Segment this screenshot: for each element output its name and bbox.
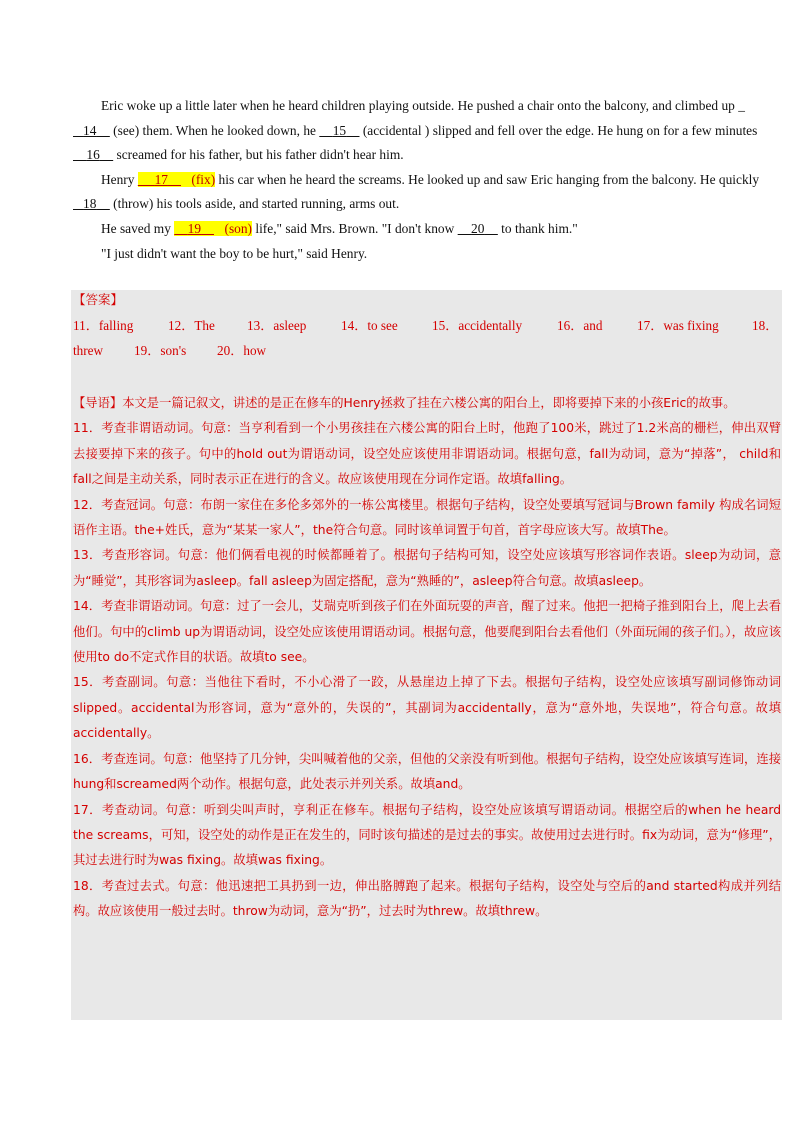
answer-item: 20．how: [217, 343, 267, 358]
explanation-section: [73, 391, 781, 925]
explanation-paragraph: 17．考查动词。句意：听到尖叫声时，亨利正在修车。根据句子结构，设空处应该填写谓语动词。根据空后的when he heard the screams，可知，设空处的动作是正在发生的，同时该句描述的是过去的事实。故使用过去进行时。fix为动词，意为“修理”，其过去进行时为was fixing。故填was fixing。: [73, 802, 781, 868]
blank-15: 15: [332, 122, 347, 138]
passage-paragraph: Eric woke up a little later when he heard children playing outside. He pushed a chair onto the balcony, and climbed up _ 14 (see) them. When he looked down, he 15 (accidental ) slipped and fell over the edge. He hung on for a few minutes 16 screamed for his father, but his father didn't hear him.: [73, 94, 781, 168]
answer-item: 14．to see: [341, 318, 398, 333]
hint-17: (fix): [181, 172, 215, 187]
explanation-paragraph: 18．考查过去式。句意：他迅速把工具扔到一边，伸出胳膊跑了起来。根据句子结构，设空处与空后的and started构成并列结构。故应该使用一般过去时。throw为动词，意为“扔”，过去时为threw。故填threw。: [73, 878, 781, 919]
answer-item: 11．falling: [73, 318, 134, 333]
explanation-paragraph: 14．考查非谓语动词。句意：过了一会儿，艾瑞克听到孩子们在外面玩耍的声音，醒了过来。他把一把椅子推到阳台上，爬上去看他们。句中的climb up为谓语动词，设空处应该使用谓语动词。根据句意，他要爬到阳台去看他们（外面玩闹的孩子们。），故应该使用to do不定式作目的状语。故填to see。: [73, 599, 781, 665]
passage-paragraph: He saved my 19 (son) life," said Mrs. Brown. "I don't know 20 to thank him.": [101, 220, 578, 236]
passage-paragraph: "I just didn't want the boy to be hurt," said Henry.: [101, 245, 368, 261]
explanation-paragraph: 13．考查形容词。句意：他们俩看电视的时候都睡着了。根据句子结构可知，设空处应该填写形容词作表语。sleep为动词，意为“睡觉”，其形容词为asleep。fall asleep为固定搭配，意为“熟睡的”，asleep符合句意。故填asleep。: [73, 548, 781, 588]
hint-19: (son): [214, 221, 252, 236]
explanation-paragraph: 【导语】本文是一篇记叙文，讲述的是正在修车的Henry拯救了挂在六楼公寓的阳台上，即将要掉下来的小孩Eric的故事。: [73, 396, 736, 410]
blank-16: 16: [86, 147, 100, 163]
answer-item: 13．asleep: [247, 318, 307, 333]
blank-20: 20: [471, 220, 485, 236]
blank-14: 14: [83, 122, 97, 138]
answer-item: 19．son's: [134, 343, 187, 358]
explanation-paragraph: 11．考查非谓语动词。句意：当亨利看到一个小男孩挂在六楼公寓的阳台上时，他跑了100米，跳过了1.2米高的栅栏，伸出双臂去接要掉下来的孩子。句中的hold out为谓语动词，设空处应该使用非谓语动词。根据句意，fall为动词，意为“掉落”， child和fall之间是主动关系，同时表示正在进行的含义。故应该使用现在分词作定语。故填falling。: [73, 421, 781, 487]
passage-paragraph: Henry 17 (fix) his car when he heard the screams. He looked up and saw Eric hanging from the balcony. He quickly 18 (throw) his tools aside, and started running, arms out.: [73, 168, 781, 217]
answer-item: 17．was fixing: [637, 318, 719, 333]
reading-passage: [73, 94, 781, 266]
answer-item: 18．: [752, 318, 779, 333]
explanation-paragraph: 16．考查连词。句意：他坚持了几分钟，尖叫喊着他的父亲，但他的父亲没有听到他。根据句子结构，设空处应该填写连词，连接hung和screamed两个动作。根据句意，此处表示并列关系。故填and。: [73, 751, 781, 792]
answer-section: [71, 290, 782, 1020]
blank-19: 19: [174, 221, 214, 236]
answer-item: 12．The: [168, 318, 215, 333]
explanation-paragraph: 12．考查冠词。句意：布朗一家住在多伦多郊外的一栋公寓楼里。根据句子结构，设空处要填写冠词与Brown family 构成名词短语作主语。the+姓氏，意为“某某一家人”，the符合句意。同时该单词置于句首，首字母应该大写。故填The。: [73, 497, 781, 538]
blank-18: 18: [83, 196, 97, 212]
answer-item: 16．and: [557, 318, 603, 333]
explanation-paragraph: 15．考查副词。句意：当他往下看时，不小心滑了一跤，从悬崖边上掉了下去。根据句子结构，设空处应该填写副词修饰动词slipped。accidental为形容词，意为“意外的，失误的”，其副词为accidentally，意为“意外地，失误地”，符合句意。故填accidentally。: [73, 675, 781, 741]
answer-item: threw: [73, 343, 104, 358]
blank-17: 17: [138, 172, 182, 187]
answer-header: 【答案】: [73, 292, 124, 307]
answer-item: 15．accidentally: [432, 318, 523, 333]
